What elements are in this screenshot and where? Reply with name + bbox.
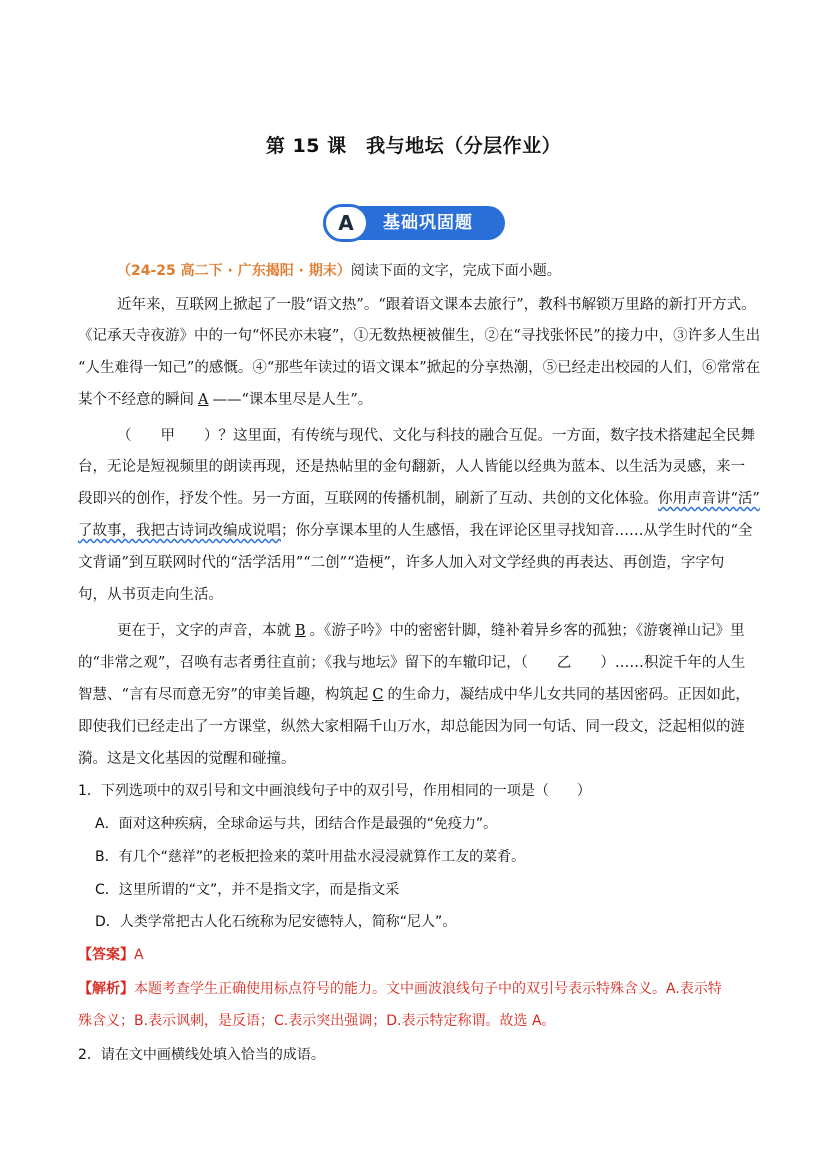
para2-line: （ 甲 ）？这里面，有传统与现代、文化与科技的融合互促。一方面，数字技术搭建起全民舞 xyxy=(117,428,755,444)
para1-text: 某个不经意的瞬间 xyxy=(78,392,194,408)
para1-line xyxy=(78,390,758,410)
blank-a: A xyxy=(198,392,209,408)
option-a: A．面对这种疾病，全球命运与共，团结合作是最强的“免疫力”。 xyxy=(95,816,498,832)
para1-line: 近年来，互联网上掀起了一股“语文热”。“跟着语文课本去旅行”，教科书解锁万里路的新打开方式。 xyxy=(117,297,756,313)
answer-line xyxy=(78,945,758,965)
para3-line: 漪。这是文化基因的觉醒和碰撞。 xyxy=(78,751,296,767)
para3-text: 智慧、“言有尽而意无穷”的审美旨趣，构筑起 xyxy=(78,687,369,703)
analysis-label: 【解析】 xyxy=(78,981,134,997)
para1-text: ——“课本里尽是人生”。 xyxy=(212,392,373,408)
analysis-text: 本题考查学生正确使用标点符号的能力。文中画波浪线句子中的双引号表示特殊含义。A.表示特 xyxy=(134,981,722,997)
intro-line xyxy=(117,261,797,281)
para2-line xyxy=(78,521,758,541)
intro-instruction: 阅读下面的文字，完成下面小题。 xyxy=(350,263,561,279)
source-tag: （24-25 高二下 · 广东揭阳 · 期末） xyxy=(117,263,351,279)
para3-line xyxy=(117,621,797,641)
analysis-line xyxy=(78,979,758,999)
para2-text: ；你分享课本里的人生感悟，我在评论区里寻找知音……从学生时代的“全 xyxy=(281,523,753,539)
answer-label: 【答案】 xyxy=(78,947,134,963)
wavy-sentence: 了故事，我把古诗词改编成说唱 xyxy=(78,523,281,539)
question-1-stem: 1．下列选项中的双引号和文中画浪线句子中的双引号，作用相同的一项是（ ） xyxy=(78,783,591,799)
para3-line xyxy=(78,685,758,705)
badge-letter: A xyxy=(323,204,369,242)
para2-line: 文背诵”到互联网时代的“活学活用”“二创”“造梗”，许多人加入对文学经典的再表达、再创造，字字句 xyxy=(78,555,725,571)
blank-c: C xyxy=(372,687,384,703)
para3-text: 的生命力，凝结成中华儿女共同的基因密码。正因如此， xyxy=(387,687,750,703)
blank-b: B xyxy=(295,623,306,639)
para3-line: 的“非常之观”，召唤有志者勇往直前；《我与地坛》留下的车辙印记，（ 乙 ）……积淀千年的人生 xyxy=(78,655,746,671)
para2-line: 句，从书页走向生活。 xyxy=(78,587,223,603)
para1-line: “人生难得一知己”的感慨。④“那些年读过的语文课本”掀起的分享热潮，⑤已经走出校园的人们，⑥常常在 xyxy=(78,360,761,376)
answer-value: A xyxy=(134,947,144,963)
option-d: D．人类学常把古人化石统称为尼安德特人，简称“尼人”。 xyxy=(95,914,457,930)
para2-text: 段即兴的创作，抒发个性。另一方面，互联网的传播机制，刷新了互动、共创的文化体验。 xyxy=(78,491,658,507)
para1-line: 《记承天寺夜游》中的一句“怀民亦未寝”，①无数热梗被催生，②在“寻找张怀民”的接力中，③许多人生出 xyxy=(78,328,761,344)
option-b: B．有几个“慈祥”的老板把捡来的菜叶用盐水浸浸就算作工友的菜肴。 xyxy=(95,849,526,865)
para3-text: 更在于，文字的声音，本就 xyxy=(117,623,291,639)
question-2-stem: 2．请在文中画横线处填入恰当的成语。 xyxy=(78,1047,325,1063)
badge-label: 基础巩固题 xyxy=(383,213,473,233)
section-badge xyxy=(323,204,505,242)
analysis-line: 殊含义；B.表示讽刺，是反语；C.表示突出强调；D.表示特定称谓。故选 A。 xyxy=(78,1013,556,1029)
para2-line: 台，无论是短视频里的朗读再现，还是热帖里的金句翻新，人人皆能以经典为蓝本、以生活为灵感，来一 xyxy=(78,459,745,475)
para3-text: 。《游子吟》中的密密针脚，缝补着异乡客的孤独；《游褒禅山记》里 xyxy=(309,623,745,639)
para3-line: 即使我们已经走出了一方课堂，纵然大家相隔千山万水，却总能因为同一句话、同一段文，泛起相似的涟 xyxy=(78,719,745,735)
page-title: 第 15 课 我与地坛（分层作业） xyxy=(265,135,562,157)
wavy-sentence: 你用声音讲“活” xyxy=(658,491,760,507)
option-c: C．这里所谓的“文”，并不是指文字，而是指文采 xyxy=(95,882,400,898)
para2-line xyxy=(78,489,758,509)
